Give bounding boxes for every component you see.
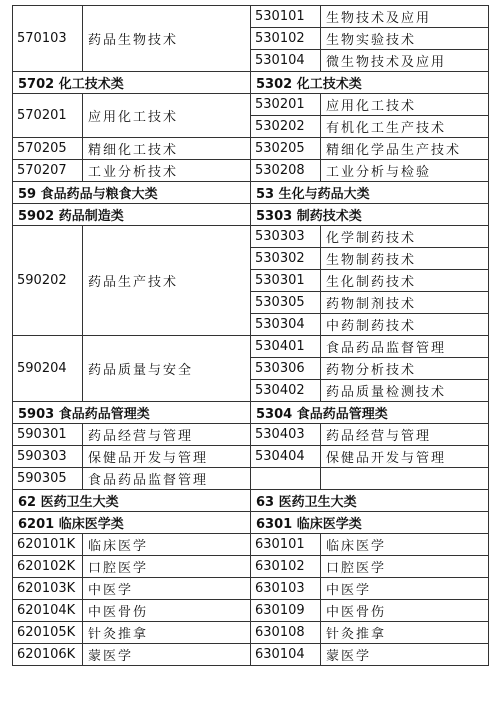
old-major-name: 临床医学: [83, 534, 251, 556]
old-major-name: 蒙医学: [83, 644, 251, 666]
old-major-code: 570201: [13, 94, 83, 138]
old-major-code: 590204: [13, 336, 83, 402]
new-major-name: 微生物技术及应用: [321, 50, 489, 72]
new-major-name: 口腔医学: [321, 556, 489, 578]
new-major-code: 530104: [251, 50, 321, 72]
old-major-name: 中医学: [83, 578, 251, 600]
major-row: [13, 644, 489, 666]
new-major-name: 药物制剂技术: [321, 292, 489, 314]
old-major-name: 药品生物技术: [83, 6, 251, 72]
old-major-name: 保健品开发与管理: [83, 446, 251, 468]
new-major-name: 生物制药技术: [321, 248, 489, 270]
major-row: [13, 6, 489, 28]
new-major-name: 中医骨伤: [321, 600, 489, 622]
new-major-name: 有机化工生产技术: [321, 116, 489, 138]
new-major-code: 530302: [251, 248, 321, 270]
major-row: [13, 446, 489, 468]
old-major-code: 620103K: [13, 578, 83, 600]
major-row: [13, 226, 489, 248]
new-major-name: 药品质量检测技术: [321, 380, 489, 402]
old-major-name: 药品质量与安全: [83, 336, 251, 402]
new-major-name: 药品经营与管理: [321, 424, 489, 446]
old-major-code: 620105K: [13, 622, 83, 644]
new-major-code: 530101: [251, 6, 321, 28]
new-major-code: 630102: [251, 556, 321, 578]
new-major-code: 630109: [251, 600, 321, 622]
old-major-name: 工业分析技术: [83, 160, 251, 182]
new-major-name: [321, 468, 489, 490]
new-major-name: 工业分析与检验: [321, 160, 489, 182]
new-major-code: [251, 468, 321, 490]
new-major-code: 530201: [251, 94, 321, 116]
new-major-name: 临床医学: [321, 534, 489, 556]
new-major-code: 530102: [251, 28, 321, 50]
major-row: [13, 336, 489, 358]
new-category-heading: 5303 制药技术类: [251, 204, 489, 226]
new-major-name: 针灸推拿: [321, 622, 489, 644]
major-row: [13, 468, 489, 490]
old-major-code: 620104K: [13, 600, 83, 622]
major-row: [13, 534, 489, 556]
old-major-name: 精细化工技术: [83, 138, 251, 160]
old-major-name: 药品生产技术: [83, 226, 251, 336]
new-major-name: 食品药品监督管理: [321, 336, 489, 358]
old-major-code: 570205: [13, 138, 83, 160]
new-major-name: 化学制药技术: [321, 226, 489, 248]
old-major-code: 570103: [13, 6, 83, 72]
old-category-heading: 6201 临床医学类: [13, 512, 251, 534]
new-category-heading: 5302 化工技术类: [251, 72, 489, 94]
new-category-heading: 6301 临床医学类: [251, 512, 489, 534]
major-row: [13, 94, 489, 116]
new-major-code: 630101: [251, 534, 321, 556]
old-major-name: 中医骨伤: [83, 600, 251, 622]
old-category-heading: 5903 食品药品管理类: [13, 402, 251, 424]
major-mapping-table: [12, 5, 489, 666]
category-heading-row: [13, 512, 489, 534]
old-category-heading: 59 食品药品与粮食大类: [13, 182, 251, 204]
old-major-code: 590301: [13, 424, 83, 446]
old-major-name: 针灸推拿: [83, 622, 251, 644]
new-major-name: 生物实验技术: [321, 28, 489, 50]
new-major-code: 530304: [251, 314, 321, 336]
new-major-code: 530305: [251, 292, 321, 314]
old-major-name: 药品经营与管理: [83, 424, 251, 446]
category-heading-row: [13, 72, 489, 94]
old-major-code: 590202: [13, 226, 83, 336]
old-major-code: 590305: [13, 468, 83, 490]
new-major-code: 530404: [251, 446, 321, 468]
major-row: [13, 160, 489, 182]
new-major-name: 保健品开发与管理: [321, 446, 489, 468]
new-major-code: 530202: [251, 116, 321, 138]
major-row: [13, 556, 489, 578]
category-heading-row: [13, 204, 489, 226]
new-major-code: 530401: [251, 336, 321, 358]
old-major-name: 食品药品监督管理: [83, 468, 251, 490]
new-major-code: 530403: [251, 424, 321, 446]
new-major-name: 生化制药技术: [321, 270, 489, 292]
new-major-code: 530303: [251, 226, 321, 248]
category-heading-row: [13, 182, 489, 204]
new-major-code: 530306: [251, 358, 321, 380]
new-major-name: 中医学: [321, 578, 489, 600]
new-category-heading: 53 生化与药品大类: [251, 182, 489, 204]
old-major-code: 570207: [13, 160, 83, 182]
new-major-name: 中药制药技术: [321, 314, 489, 336]
major-row: [13, 138, 489, 160]
old-major-code: 620101K: [13, 534, 83, 556]
old-major-code: 590303: [13, 446, 83, 468]
new-major-name: 蒙医学: [321, 644, 489, 666]
old-category-heading: 5902 药品制造类: [13, 204, 251, 226]
old-major-name: 应用化工技术: [83, 94, 251, 138]
new-major-code: 530205: [251, 138, 321, 160]
new-major-name: 生物技术及应用: [321, 6, 489, 28]
new-major-code: 630104: [251, 644, 321, 666]
new-category-heading: 63 医药卫生大类: [251, 490, 489, 512]
category-heading-row: [13, 402, 489, 424]
old-major-name: 口腔医学: [83, 556, 251, 578]
new-major-code: 530301: [251, 270, 321, 292]
old-category-heading: 5702 化工技术类: [13, 72, 251, 94]
old-major-code: 620102K: [13, 556, 83, 578]
new-major-name: 应用化工技术: [321, 94, 489, 116]
new-major-code: 630108: [251, 622, 321, 644]
new-major-code: 530208: [251, 160, 321, 182]
category-heading-row: [13, 490, 489, 512]
old-category-heading: 62 医药卫生大类: [13, 490, 251, 512]
major-row: [13, 424, 489, 446]
new-major-code: 530402: [251, 380, 321, 402]
new-major-code: 630103: [251, 578, 321, 600]
major-row: [13, 622, 489, 644]
old-major-code: 620106K: [13, 644, 83, 666]
new-category-heading: 5304 食品药品管理类: [251, 402, 489, 424]
new-major-name: 精细化学品生产技术: [321, 138, 489, 160]
new-major-name: 药物分析技术: [321, 358, 489, 380]
major-row: [13, 578, 489, 600]
major-row: [13, 600, 489, 622]
